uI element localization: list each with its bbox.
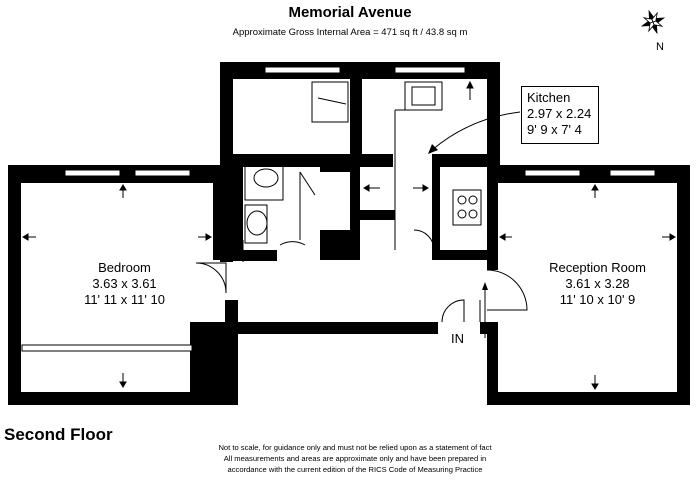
disclaimer-line-2: All measurements and areas are approximate only and have been prepared in [223,454,487,463]
reception-room-name: Reception Room [549,260,646,275]
gross-area-subtitle: Approximate Gross Internal Area = 471 sq ft / 43.8 sq m [232,27,468,38]
door-swings [196,230,527,322]
bedroom-label [62,260,187,308]
bedroom-imperial: 11' 11 x 11' 10 [84,292,165,307]
bedroom-metric: 3.63 x 3.61 [92,276,157,291]
disclaimer-line-1: Not to scale, for guidance only and must not be relied upon as a statement of fact [218,443,492,452]
plan-title: Memorial Avenue [288,4,412,21]
reception-room-metric: 3.61 x 3.28 [565,276,630,291]
disclaimer [190,442,520,475]
kitchen-label [521,86,599,144]
kitchen-pointer-arrow [432,112,520,150]
bedroom-name: Bedroom [98,260,151,275]
compass-north-label: N [656,41,664,52]
reception-room-imperial: 11' 10 x 10' 9 [559,292,636,307]
reception-room-label [530,260,665,308]
floor-label: Second Floor [4,425,113,444]
kitchen-name: Kitchen [527,90,571,105]
entrance-label: IN [451,331,464,346]
entrance-arrowhead [482,282,488,290]
disclaimer-line-3: accordance with the current edition of the RICS Code of Measuring Practice [227,465,483,474]
kitchen-metric: 2.97 x 2.24 [527,106,592,121]
kitchen-imperial: 9' 9 x 7' 4 [527,122,582,137]
kitchen-pointer-arrowhead [428,144,438,154]
